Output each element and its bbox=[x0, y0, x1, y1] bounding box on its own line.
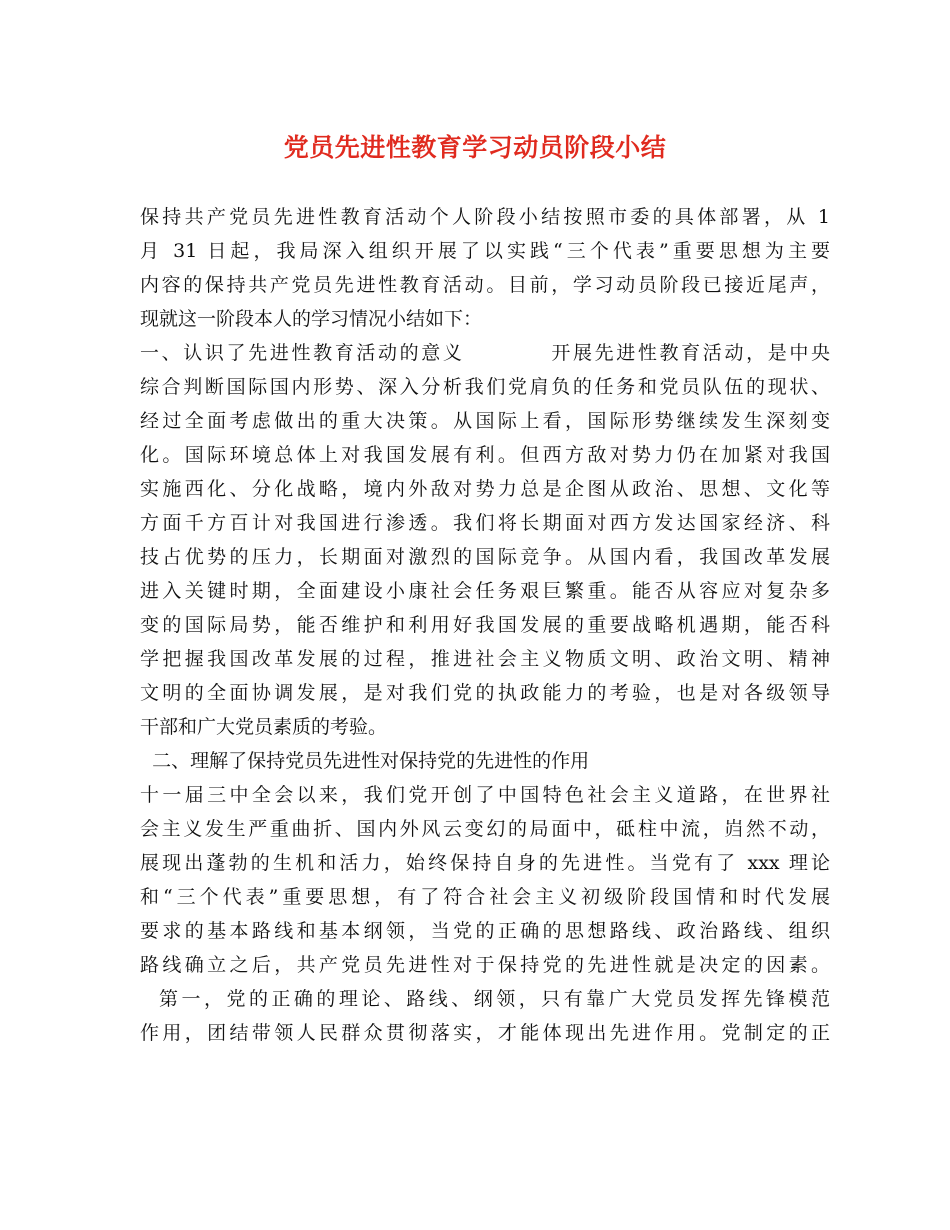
body-line: 经过全面考虑做出的重大决策。从国际上看，国际形势继续发生深刻变 bbox=[140, 410, 830, 432]
body-line: 方面千方百计对我国进行渗透。我们将长期面对西方发达国家经济、科 bbox=[140, 512, 830, 534]
body-line: 会主义发生严重曲折、国内外风云变幻的局面中，砥柱中流，岿然不动， bbox=[140, 818, 830, 840]
body-line: 实施西化、分化战略，境内外敌对势力总是企图从政治、思想、文化等 bbox=[140, 478, 830, 500]
body-line: 化。国际环境总体上对我国发展有利。但西方敌对势力仍在加紧对我国 bbox=[140, 444, 830, 466]
body-line: 综合判断国际国内形势、深入分析我们党肩负的任务和党员队伍的现状、 bbox=[140, 376, 830, 398]
body-line: 和“三个代表”重要思想，有了符合社会主义初级阶段国情和时代发展 bbox=[140, 886, 830, 908]
document-title: 党员先进性教育学习动员阶段小结 bbox=[283, 133, 667, 162]
body-line: 作用，团结带领人民群众贯彻落实，才能体现出先进作用。党制定的正 bbox=[140, 1022, 830, 1044]
body-line: 月 31 日起，我局深入组织开展了以实践“三个代表”重要思想为主要 bbox=[140, 240, 830, 262]
body-line: 第一，党的正确的理论、路线、纲领，只有靠广大党员发挥先锋模范 bbox=[140, 988, 830, 1010]
body-line: 要求的基本路线和基本纲领，当党的正确的思想路线、政治路线、组织 bbox=[140, 920, 830, 942]
body-line: 展现出蓬勃的生机和活力，始终保持自身的先进性。当党有了 xxx 理论 bbox=[140, 852, 830, 874]
body-line: 变的国际局势，能否维护和利用好我国发展的重要战略机遇期，能否科 bbox=[140, 614, 830, 636]
body-line: 现就这一阶段本人的学习情况小结如下： bbox=[140, 308, 483, 330]
body-line: 技占优势的压力，长期面对激烈的国际竞争。从国内看，我国改革发展 bbox=[140, 546, 830, 568]
body-line: 路线确立之后，共产党员先进性对于保持党的先进性就是决定的因素。 bbox=[140, 954, 830, 976]
body-line: 二、理解了保持党员先进性对保持党的先进性的作用 bbox=[140, 750, 590, 772]
body-line: 进入关键时期，全面建设小康社会任务艰巨繁重。能否从容应对复杂多 bbox=[140, 580, 830, 602]
body-line: 内容的保持共产党员先进性教育活动。目前，学习动员阶段已接近尾声， bbox=[140, 274, 830, 296]
body-line: 干部和广大党员素质的考验。 bbox=[140, 716, 388, 738]
document-body bbox=[140, 200, 830, 1050]
body-line: 保持共产党员先进性教育活动个人阶段小结按照市委的具体部署，从 1 bbox=[140, 206, 830, 228]
body-line: 十一届三中全会以来，我们党开创了中国特色社会主义道路，在世界社 bbox=[140, 784, 830, 806]
body-line: 一、认识了先进性教育活动的意义 开展先进性教育活动，是中央 bbox=[140, 342, 830, 364]
body-line: 学把握我国改革发展的过程，推进社会主义物质文明、政治文明、精神 bbox=[140, 648, 830, 670]
body-line: 文明的全面协调发展，是对我们党的执政能力的考验，也是对各级领导 bbox=[140, 682, 830, 704]
